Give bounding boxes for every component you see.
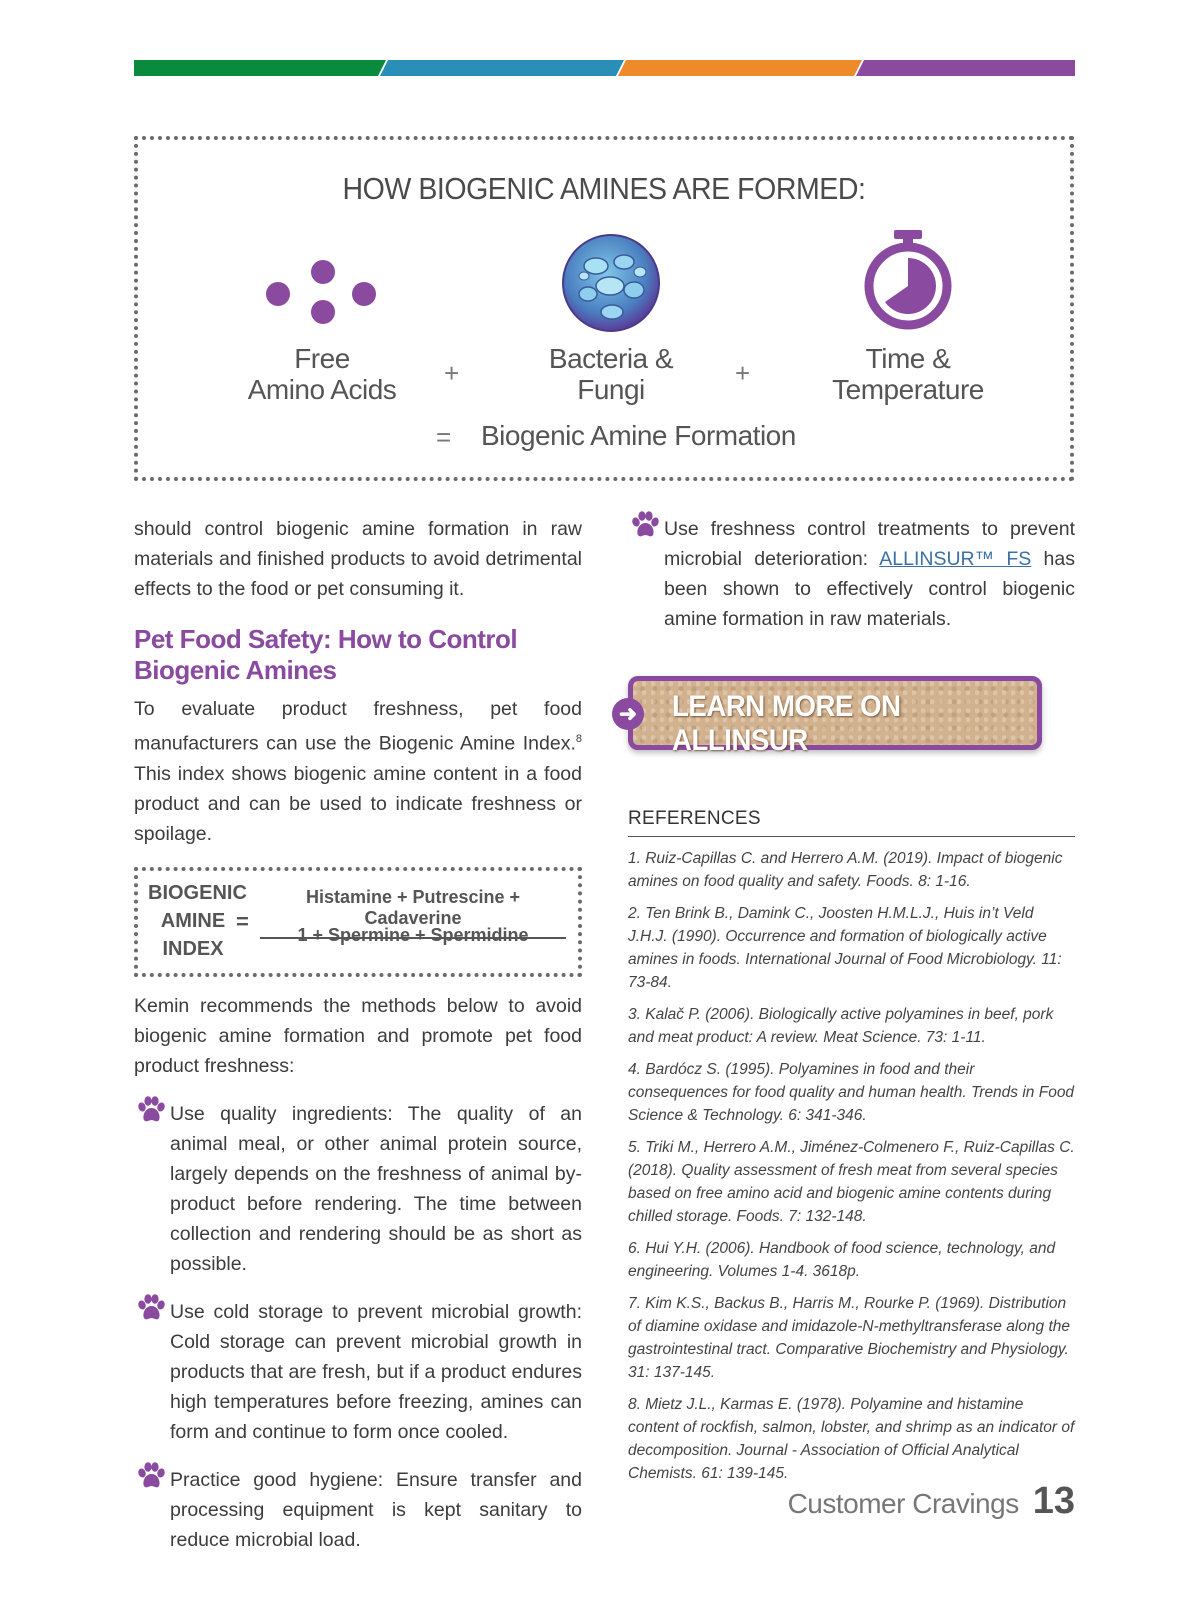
stopwatch-icon xyxy=(860,228,956,337)
list-item: Use cold storage to prevent microbial growth: Cold storage can prevent microbial growth in products that are fresh, but if a product endures high temperatures before freezing, amines can form and continue to form once cooled. xyxy=(134,1297,582,1447)
amino-acids-label: Free Amino Acids xyxy=(247,343,397,405)
left-column xyxy=(134,514,582,1555)
arrow-right-icon: ➜ xyxy=(612,698,644,730)
equals-sign: = xyxy=(436,422,452,452)
list-item: Use quality ingredients: The quality of an animal meal, or other animal protein source, largely depends on the freshness of animal by-product before rendering. The time between collection and rendering should be as short as possible. xyxy=(134,1099,582,1279)
recommendation-paragraph: Kemin recommends the methods below to avoid biogenic amine formation and promote pet food product freshness: xyxy=(134,994,582,1077)
section-heading: Pet Food Safety: How to Control Biogenic Amines xyxy=(134,624,518,685)
reference-item: 2. Ten Brink B., Damink C., Joosten H.M.L.J., Huis in’t Veld J.H.J. (1990). Occurrence and formation of biologically active amines in foods. International Journal of Food Microbiology. 11: 73-84. xyxy=(628,905,1062,991)
color-band xyxy=(134,60,1075,76)
paw-icon xyxy=(134,1095,168,1129)
footnote-ref: 8 xyxy=(575,733,582,745)
page-number: 13 xyxy=(1032,1480,1075,1522)
publication-name: Customer Cravings xyxy=(787,1488,1019,1519)
formula-equals: = xyxy=(236,908,249,934)
paw-icon xyxy=(134,1461,168,1495)
formation-box xyxy=(134,136,1074,481)
biogenic-amine-index-formula xyxy=(134,867,582,977)
bacteria-cell-icon xyxy=(560,232,662,339)
references-heading: REFERENCES xyxy=(628,808,1075,837)
formula-label: BIOGENIC AMINE INDEX xyxy=(148,881,247,960)
time-temperature-label: Time & Temperature xyxy=(832,343,984,405)
reference-item: 5. Triki M., Herrero A.M., Jiménez-Colmenero F., Ruiz-Capillas C. (2018). Quality assessment of fresh meat from several species based on free amino acid and biogenic amine contents during chilled storage. Foods. 7: 132-148. xyxy=(628,1139,1075,1225)
reference-item: 8. Mietz J.L., Karmas E. (1978). Polyamine and histamine content of rockfish, salmon, lobster, and shrimp as an indicator of decomposition. Journal - Association of Official Analytical Chemists. 61: 139-145. xyxy=(628,1396,1075,1482)
amino-acid-dots-icon xyxy=(262,256,382,331)
formation-title: HOW BIOGENIC AMINES ARE FORMED: xyxy=(342,171,866,206)
reference-item: 1. Ruiz-Capillas C. and Herrero A.M. (2019). Impact of biogenic amines on food quality and safety. Foods. 8: 1-16. xyxy=(628,850,1063,890)
reference-item: 4. Bardócz S. (1995). Polyamines in food and their consequences for food quality and human health. Trends in Food Science & Technology. 6: 341-346. xyxy=(628,1061,1075,1124)
plus-sign: + xyxy=(735,358,751,388)
right-column xyxy=(618,514,1076,1485)
list-item: Use freshness control treatments to prevent microbial deterioration: ALLINSUR™ FS has been shown to effectively control biogenic amine formation in raw materials. xyxy=(628,514,1075,634)
paw-icon xyxy=(134,1293,168,1327)
reference-item: 3. Kalač P. (2006). Biologically active polyamines in beef, pork and meat product: A review. Meat Science. 73: 1-11. xyxy=(628,1006,1054,1046)
formation-result: Biogenic Amine Formation xyxy=(481,420,796,451)
cta-label: LEARN MORE ON ALLINSUR xyxy=(672,690,901,757)
reference-item: 6. Hui Y.H. (2006). Handbook of food science, technology, and engineering. Volumes 1-4. 3618p. xyxy=(628,1240,1056,1280)
plus-sign: + xyxy=(444,358,460,388)
formula-denominator: 1 + Spermine + Spermidine xyxy=(297,924,529,945)
index-paragraph: To evaluate product freshness, pet food manufacturers can use the Biogenic Amine Index.$^8$ This index shows biogenic amine content in a food product and can be used to indicate freshness or spoilage. xyxy=(134,698,582,845)
learn-more-button[interactable] xyxy=(612,676,1042,757)
allinsur-fs-link[interactable]: ALLINSUR™ FS xyxy=(879,548,1032,570)
page-footer xyxy=(788,1480,1075,1523)
reference-item: 7. Kim K.S., Backus B., Harris M., Rourke P. (1969). Distribution of diamine oxidase and imidazole-N-methyltransferase along the gastrointestinal tract. Comparative Biochemistry and Physiology. 31: 137-145. xyxy=(628,1295,1070,1381)
bacteria-fungi-label: Bacteria & Fungi xyxy=(548,343,674,405)
intro-paragraph: should control biogenic amine formation in raw materials and finished products to avoid detrimental effects to the food or pet consuming it. xyxy=(134,518,582,600)
list-item: Practice good hygiene: Ensure transfer and processing equipment is kept sanitary to reduce microbial load. xyxy=(134,1465,582,1555)
paw-icon xyxy=(628,510,662,544)
formula-numerator: Histamine + Putrescine + Cadaverine xyxy=(260,887,566,939)
